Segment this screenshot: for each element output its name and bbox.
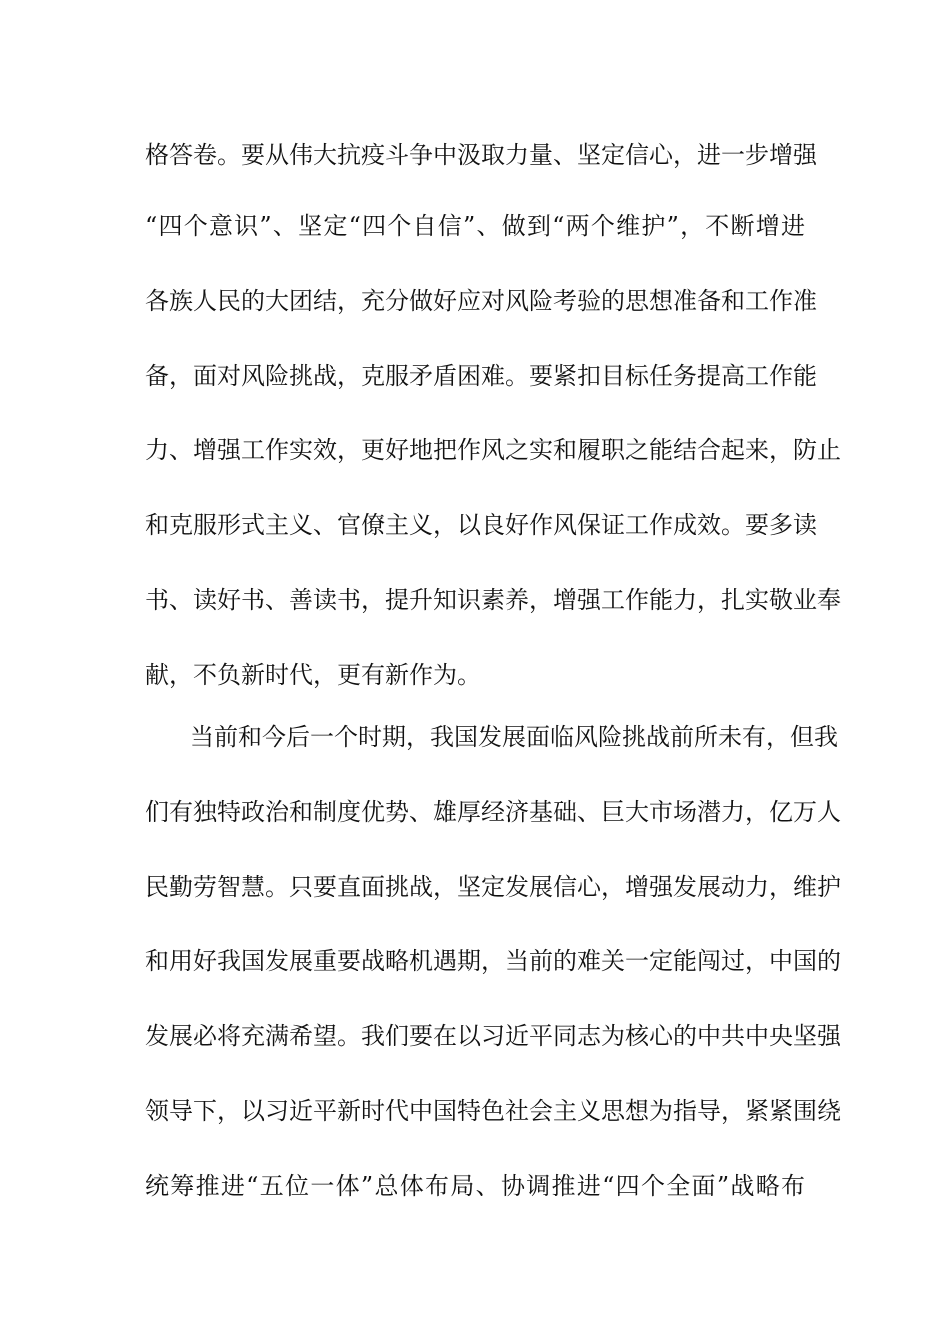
text-line: 力、增强工作实效，更好地把作风之实和履职之能结合起来，防止	[145, 436, 841, 464]
text-line: 格答卷。要从伟大抗疫斗争中汲取力量、坚定信心，进一步增强	[145, 141, 817, 169]
text-line: 书、读好书、善读书，提升知识素养，增强工作能力，扎实敬业奉	[145, 586, 841, 614]
text-line: “四个意识”、坚定“四个自信”、做到“两个维护”，不断增进	[145, 212, 805, 240]
text-line: 们有独特政治和制度优势、雄厚经济基础、巨大市场潜力，亿万人	[145, 798, 841, 826]
text-line: 和用好我国发展重要战略机遇期，当前的难关一定能闯过，中国的	[145, 947, 841, 975]
text-line: 民勤劳智慧。只要直面挑战，坚定发展信心，增强发展动力，维护	[145, 873, 841, 901]
text-line: 献，不负新时代，更有新作为。	[145, 661, 481, 689]
text-line: 统筹推进“五位一体”总体布局、协调推进“四个全面”战略布	[145, 1172, 805, 1200]
text-line: 发展必将充满希望。我们要在以习近平同志为核心的中共中央坚强	[145, 1022, 841, 1050]
paragraph-first-line: 当前和今后一个时期，我国发展面临风险挑战前所未有，但我	[190, 723, 838, 751]
text-line: 和克服形式主义、官僚主义，以良好作风保证工作成效。要多读	[145, 511, 817, 539]
text-line: 各族人民的大团结，充分做好应对风险考验的思想准备和工作准	[145, 287, 817, 315]
text-line: 领导下，以习近平新时代中国特色社会主义思想为指导，紧紧围绕	[145, 1097, 841, 1125]
text-line: 备，面对风险挑战，克服矛盾困难。要紧扣目标任务提高工作能	[145, 362, 817, 390]
